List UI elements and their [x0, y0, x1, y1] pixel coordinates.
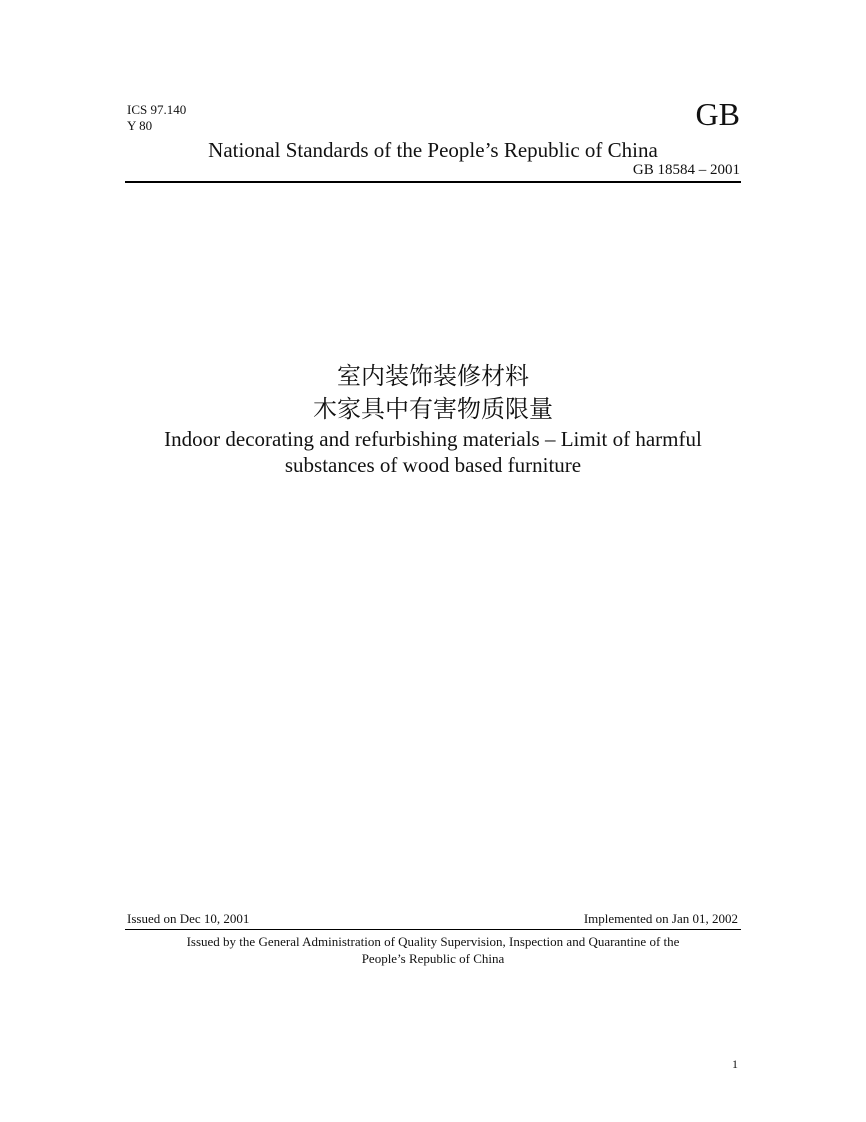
ccs-code: Y 80 [127, 118, 153, 133]
title-english-line-1: Indoor decorating and refurbishing materials – Limit of harmful [164, 427, 702, 451]
issuing-authority [125, 933, 741, 967]
title-chinese-line-2: 木家具中有害物质限量 [313, 395, 553, 423]
document-title [125, 360, 741, 478]
issuer-line-1: Issued by the General Administration of Quality Supervision, Inspection and Quarantine of the [186, 934, 680, 949]
ics-code: ICS 97.140 [127, 102, 187, 117]
classification-codes [127, 102, 186, 134]
issuer-line-2: People’s Republic of China [361, 951, 505, 966]
page-number: 1 [732, 1057, 738, 1071]
header-divider [125, 181, 741, 183]
implemented-date: Implemented on Jan 01, 2002 [583, 911, 738, 926]
title-english-line-2: substances of wood based furniture [284, 453, 582, 477]
footer-divider [125, 929, 741, 930]
national-standards-title: National Standards of the People’s Republic of China [208, 138, 658, 162]
title-chinese-line-1: 室内装饰装修材料 [337, 362, 529, 390]
issued-date: Issued on Dec 10, 2001 [127, 911, 250, 926]
gb-mark: GB [695, 96, 740, 132]
standard-number: GB 18584 – 2001 [632, 162, 740, 178]
